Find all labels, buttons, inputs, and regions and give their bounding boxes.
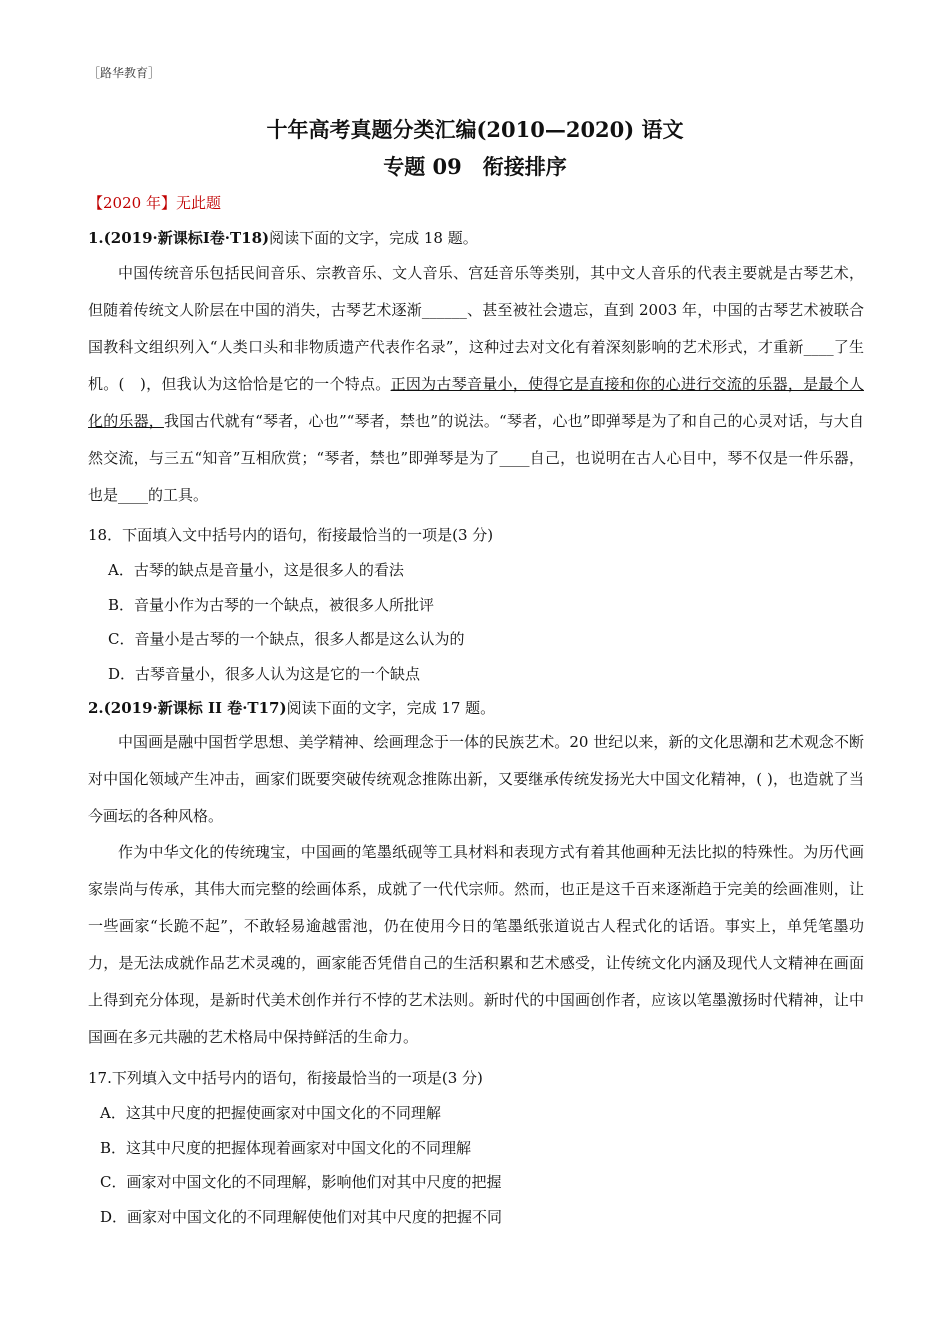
q1-heading	[88, 227, 478, 248]
q1-source: 1.(2019·新课标Ⅰ卷·T18)	[88, 229, 270, 247]
q1-passage-underlined: 正因为古琴音量小，使得它是直接和你的心进行交流的乐器，是最个人化的乐器，	[88, 375, 864, 430]
year-note: 【2020 年】无此题	[88, 194, 221, 212]
q1-passage	[88, 255, 864, 514]
page-title: 十年高考真题分类汇编(2010—2020) 语文	[266, 117, 684, 142]
q1-passage-part-b: 我国古代就有“琴者，心也”“琴者，禁也”的说法。“琴者，心也”即弹琴是为了和自己的心灵对话，与大自然交流，与三五“知音”互相欣赏；“琴者，禁也”即弹琴是为了____自己，也说明在古人心目中，琴不仅是一件乐器，也是____的工具。	[88, 412, 864, 504]
q1-question: 18．下面填入文中括号内的语句，衔接最恰当的一项是(3 分)	[88, 526, 494, 544]
q2-option-d: D．画家对中国文化的不同理解使他们对其中尺度的把握不同	[100, 1208, 503, 1226]
q1-passage-part-a: 中国传统音乐包括民间音乐、宗教音乐、文人音乐、宫廷音乐等类别，其中文人音乐的代表主要就是古琴艺术，但随着传统文人阶层在中国的消失，古琴艺术逐渐______、甚至被社会遗忘，直到 2003 年，中国的古琴艺术被联合国教科文组织列入“人类口头和非物质遗产代表作名录”，这种过去对文化有着深刻影响的艺术形式，才重新____了生机。( )，但我认为这恰恰是它的一个特点。	[88, 264, 864, 393]
q2-passage-1: 中国画是融中国哲学思想、美学精神、绘画理念于一体的民族艺术。20 世纪以来，新的文化思潮和艺术观念不断对中国化领域产生冲击，画家们既要突破传统观念推陈出新，又要继承传统发扬光大中国文化精神，( )，也造就了当今画坛的各种风格。	[88, 733, 864, 825]
q2-option-c: C．画家对中国文化的不同理解，影响他们对其中尺度的把握	[100, 1173, 502, 1191]
q2-passage-2: 作为中华文化的传统瑰宝，中国画的笔墨纸砚等工具材料和表现方式有着其他画种无法比拟的特殊性。为历代画家崇尚与传承，其伟大而完整的绘画体系，成就了一代代宗师。然而，也正是这千百来逐渐趋于完美的绘画准则，让一些画家“长跪不起”，不敢轻易逾越雷池，仍在使用今日的笔墨纸张道说古人程式化的话语。事实上，单凭笔墨功力，是无法成就作品艺术灵魂的，画家能否凭借自己的生活积累和艺术感受，让传统文化内涵及现代人文精神在画面上得到充分体现，是新时代美术创作并行不悖的艺术法则。新时代的中国画创作者，应该以笔墨激扬时代精神，让中国画在多元共融的艺术格局中保持鲜活的生命力。	[88, 843, 864, 1046]
page-subtitle: 专题 09 衔接排序	[383, 154, 567, 179]
q2-source: 2.(2019·新课标 II 卷·T17)	[88, 699, 287, 717]
header-tag: ［路华教育］	[88, 66, 161, 80]
q1-option-a: A．古琴的缺点是音量小，这是很多人的看法	[108, 561, 404, 579]
q2-instruction: 阅读下面的文字，完成 17 题。	[286, 699, 496, 717]
q2-question: 17.下列填入文中括号内的语句，衔接最恰当的一项是(3 分)	[88, 1069, 483, 1087]
q1-option-c: C．音量小是古琴的一个缺点，很多人都是这么认为的	[108, 630, 465, 648]
q2-option-b: B．这其中尺度的把握体现着画家对中国文化的不同理解	[100, 1139, 472, 1157]
q1-option-d: D．古琴音量小，很多人认为这是它的一个缺点	[108, 665, 421, 683]
q1-option-b: B．音量小作为古琴的一个缺点，被很多人所批评	[108, 596, 435, 614]
q2-option-a: A．这其中尺度的把握使画家对中国文化的不同理解	[100, 1104, 441, 1122]
q2-heading	[88, 697, 495, 718]
q1-instruction: 阅读下面的文字，完成 18 题。	[269, 229, 478, 247]
